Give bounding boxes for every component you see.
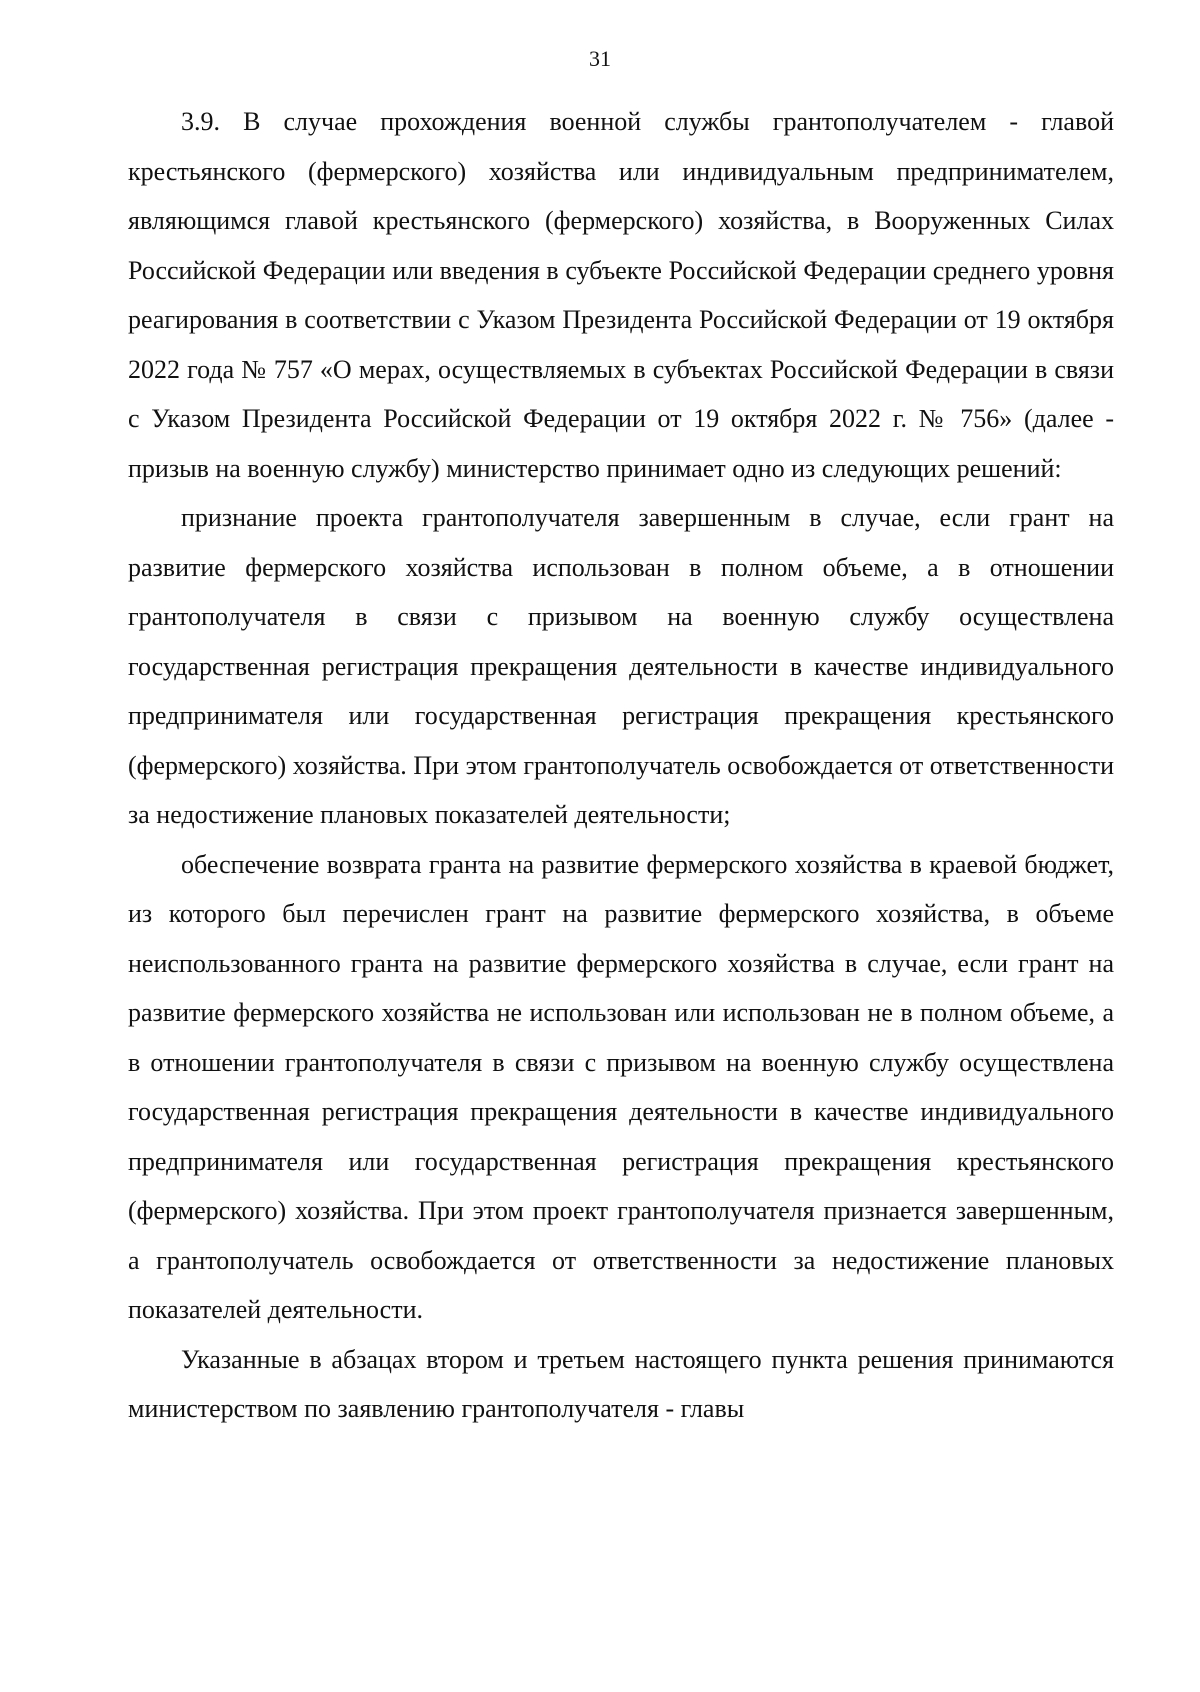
paragraph-project-completion: признание проекта грантополучателя завершенным в случае, если грант на развитие фермерского хозяйства использован в полном объеме, а в отношении грантополучателя в связи с призывом на военную службу осуществлена государственная регистрация прекращения деятельности в качестве индивидуального предпринимателя или государственная регистрация прекращения крестьянского (фермерского) хозяйства. При этом грантополучатель освобождается от ответственности за недостижение плановых показателей деятельности; — [128, 503, 1114, 829]
paragraph-decision-procedure: Указанные в абзацах втором и третьем настоящего пункта решения принимаются министерством по заявлению грантополучателя - главы — [128, 1344, 1114, 1423]
document-body — [128, 97, 1114, 1434]
page-number: 31 — [589, 46, 611, 71]
paragraph-clause-3-9: 3.9. В случае прохождения военной службы грантополучателем - главой крестьянского (фермерского) хозяйства или индивидуальным предпринимателем, являющимся главой крестьянского (фермерского) хозяйства, в Вооруженных Силах Российской Федерации или введения в субъекте Российской Федерации среднего уровня реагирования в соответствии с Указом Президента Российской Федерации от 19 октября 2022 года № 757 «О мерах, осуществляемых в субъектах Российской Федерации в связи с Указом Президента Российской Федерации от 19 октября 2022 г. № 756» (далее - призыв на военную службу) министерство принимает одно из следующих решений: — [128, 107, 1114, 483]
paragraph-grant-return: обеспечение возврата гранта на развитие фермерского хозяйства в краевой бюджет, из которого был перечислен грант на развитие фермерского хозяйства, в объеме неиспользованного гранта на развитие фермерского хозяйства в случае, если грант на развитие фермерского хозяйства не использован или использован не в полном объеме, а в отношении грантополучателя в связи с призывом на военную службу осуществлена государственная регистрация прекращения деятельности в качестве индивидуального предпринимателя или государственная регистрация прекращения крестьянского (фермерского) хозяйства. При этом проект грантополучателя признается завершенным, а грантополучатель освобождается от ответственности за недостижение плановых показателей деятельности. — [128, 849, 1114, 1324]
